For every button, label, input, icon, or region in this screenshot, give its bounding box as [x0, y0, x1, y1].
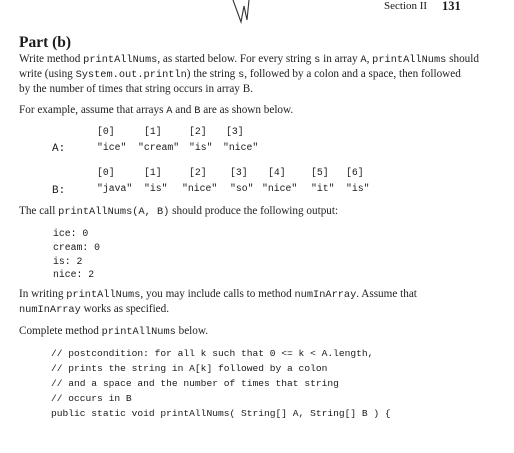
array-a-index: [1] — [144, 126, 162, 137]
section-label: Section II — [384, 0, 428, 12]
array-b-value: "java" — [97, 183, 133, 194]
array-b-value: "is" — [346, 183, 370, 194]
call-description: The call printAllNums(A, B) should produce the following output: — [19, 205, 339, 218]
array-a-index: [3] — [226, 126, 244, 137]
output-line: is: 2 — [53, 256, 83, 267]
array-b-index: [2] — [189, 167, 207, 178]
array-a-index: [2] — [189, 126, 207, 137]
example-intro: For example, assume that arrays A and B are as shown below. — [19, 104, 294, 117]
part-title: Part (b) — [19, 34, 72, 51]
code-comment-line: // prints the string in A[k] followed by a colon — [51, 363, 328, 374]
array-a-index: [0] — [97, 126, 115, 137]
output-line: ice: 0 — [53, 228, 89, 239]
intro-line-1: Write method printAllNums, as started below. For every string s in array A, printAllNums should — [19, 53, 479, 66]
array-a-value: "ice" — [97, 142, 127, 153]
array-a-value: "cream" — [138, 142, 180, 153]
method-signature: public static void printAllNums( String[] A, String[] B ) { — [51, 408, 391, 419]
array-b-value: "nice" — [182, 183, 218, 194]
pen-scribble-mark — [0, 0, 514, 40]
array-b-index: [4] — [268, 167, 286, 178]
intro-line-3: by the number of times that string occurs in array B. — [19, 83, 253, 95]
array-b-value: "it" — [311, 183, 335, 194]
complete-instruction: Complete method printAllNums below. — [19, 325, 209, 338]
include-line-2: numInArray works as specified. — [19, 303, 170, 316]
array-b-value: "nice" — [262, 183, 298, 194]
output-line: cream: 0 — [53, 242, 101, 253]
output-line: nice: 2 — [53, 269, 95, 280]
array-b-label: B: — [52, 185, 66, 197]
array-b-value: "is" — [144, 183, 168, 194]
array-b-index: [1] — [144, 167, 162, 178]
array-b-index: [6] — [346, 167, 364, 178]
code-comment-line: // occurs in B — [51, 393, 132, 404]
page-number: 131 — [442, 0, 461, 13]
array-b-index: [3] — [230, 167, 248, 178]
array-a-value: "is" — [189, 142, 213, 153]
array-b-index: [5] — [311, 167, 329, 178]
array-b-index: [0] — [97, 167, 115, 178]
array-a-value: "nice" — [223, 142, 259, 153]
code-comment-line: // postcondition: for all k such that 0 <= k < A.length, — [51, 348, 374, 359]
code-comment-line: // and a space and the number of times that string — [51, 378, 339, 389]
array-b-value: "so" — [230, 183, 254, 194]
array-a-label: A: — [52, 143, 66, 155]
intro-line-2: write (using System.out.println) the string s, followed by a colon and a space, then followed — [19, 68, 461, 81]
include-line-1: In writing printAllNums, you may include calls to method numInArray. Assume that — [19, 288, 417, 301]
